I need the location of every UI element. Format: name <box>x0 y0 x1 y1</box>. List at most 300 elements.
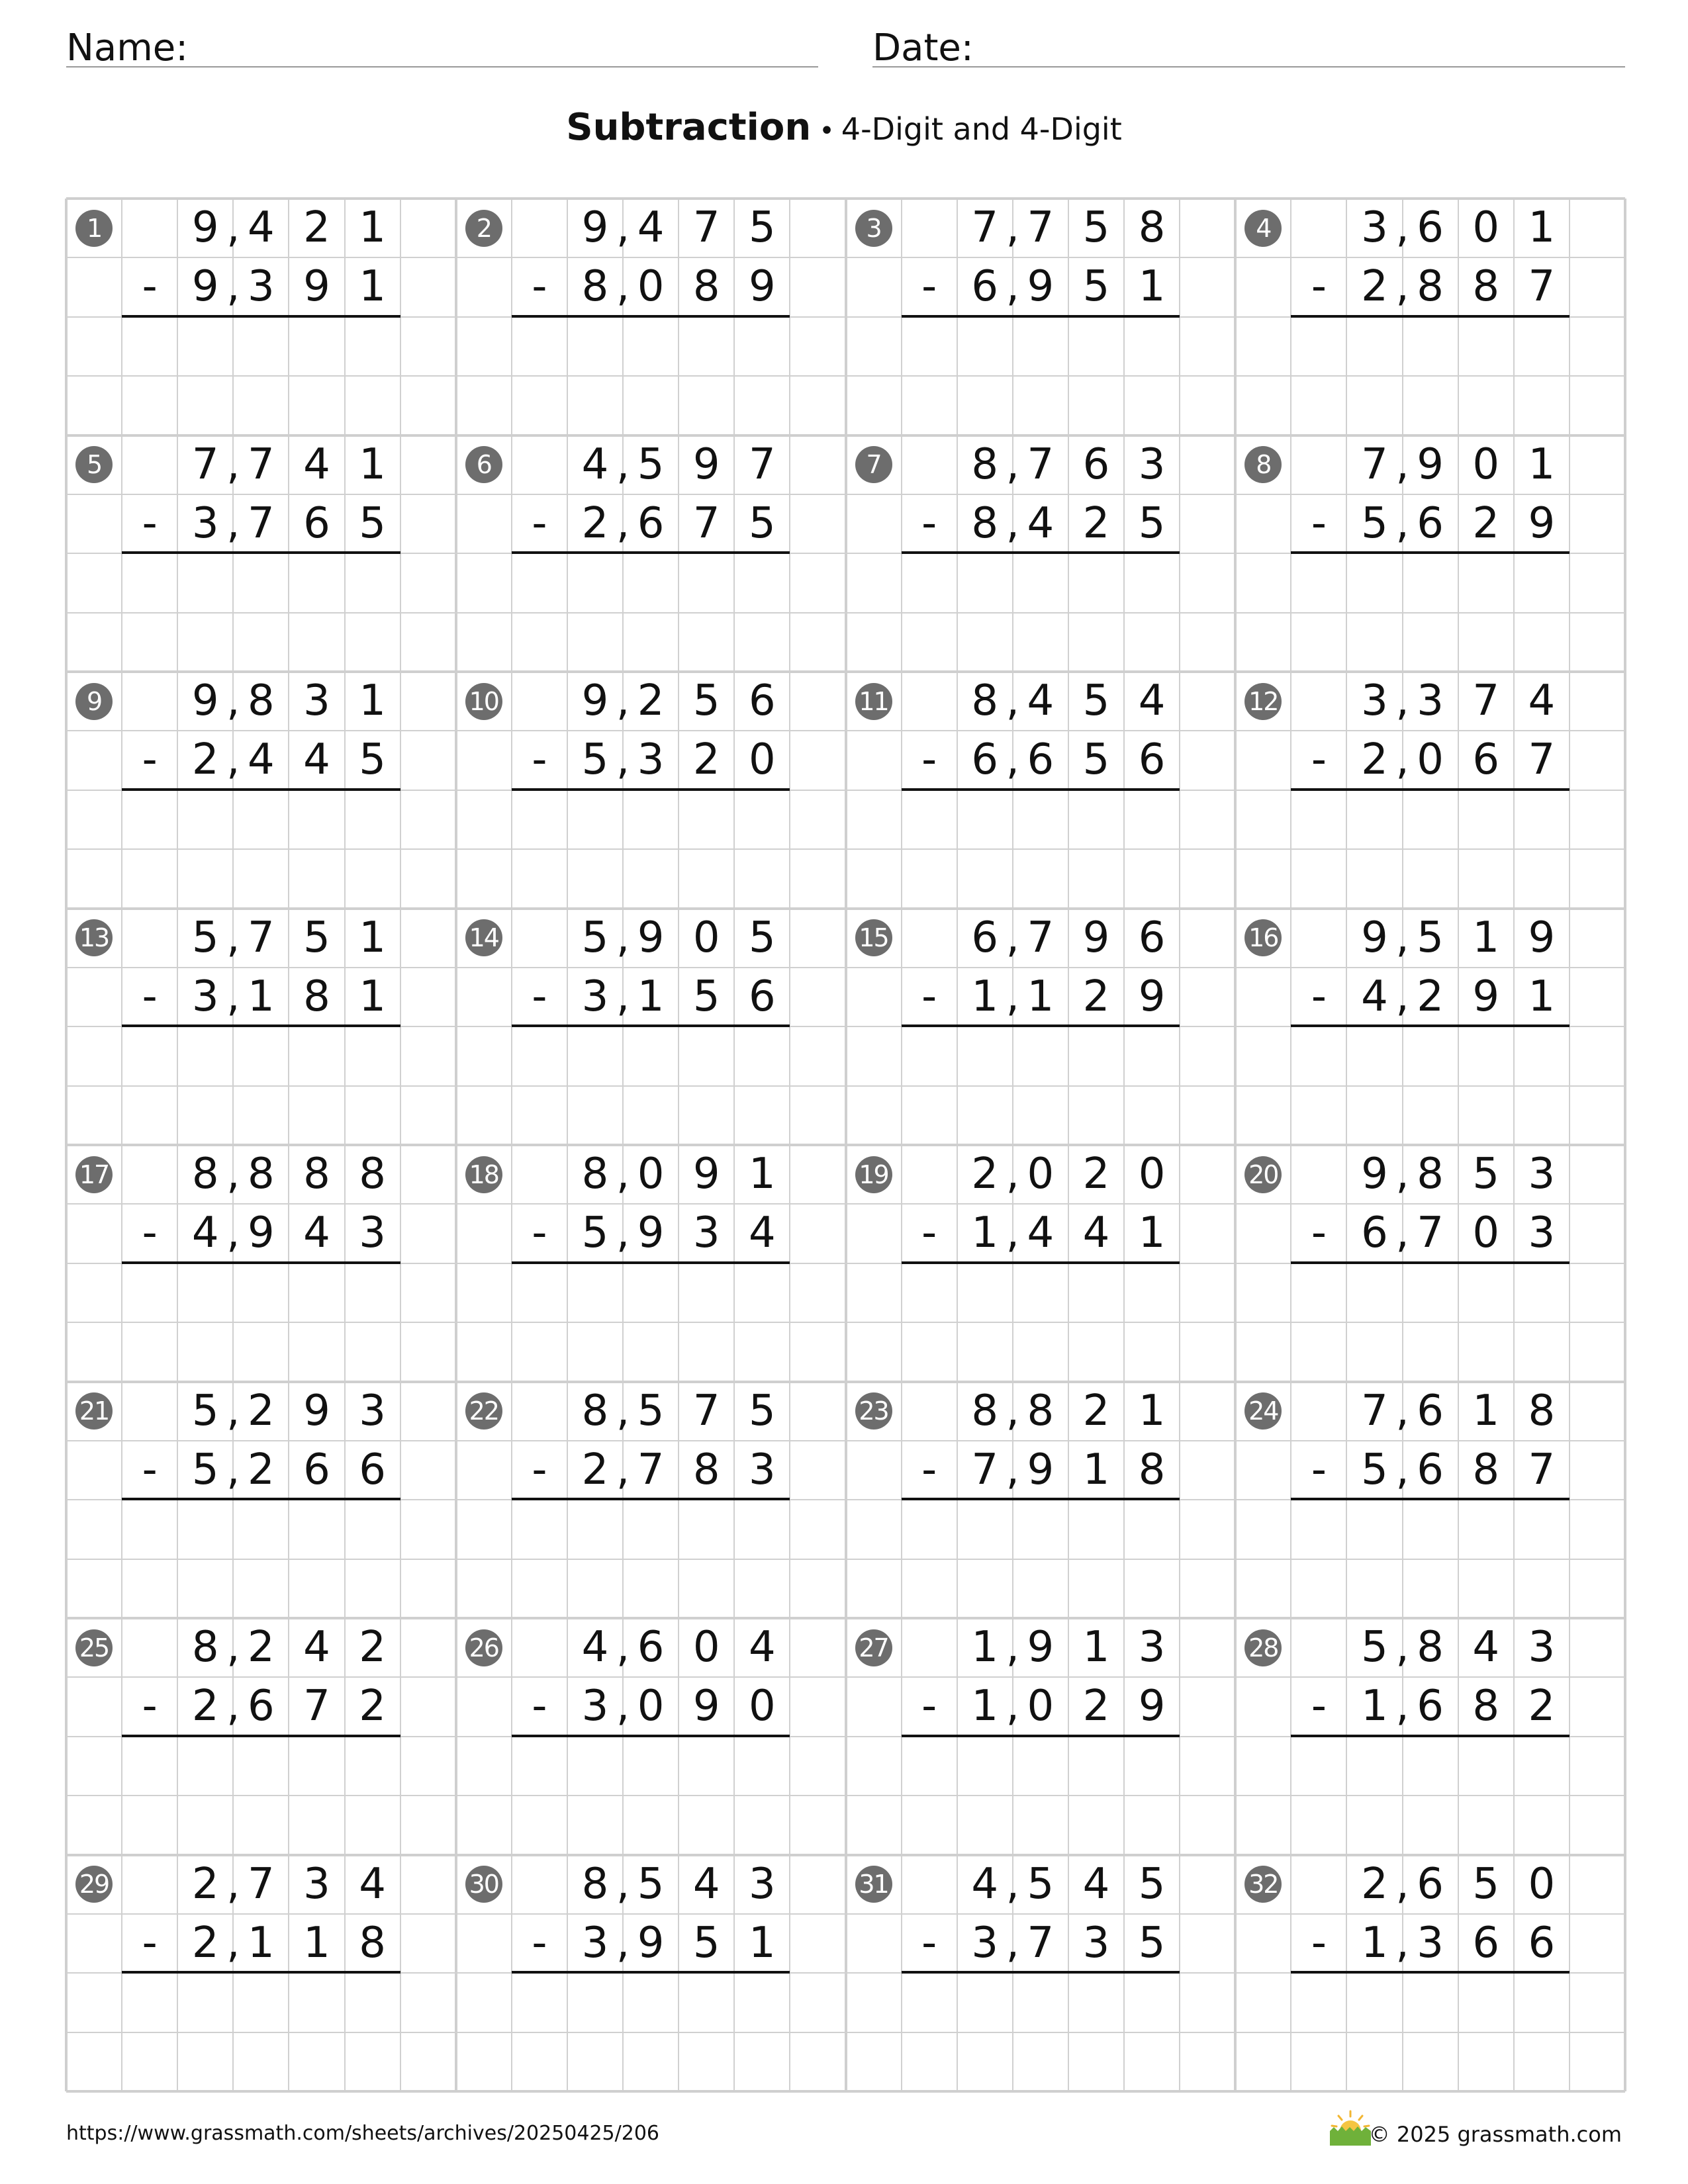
minus-sign: - <box>1311 1682 1327 1731</box>
minuend-digit: 5 <box>1138 1859 1166 1909</box>
minuend-digit: 8 <box>1138 203 1166 252</box>
subtrahend-digit: 6 <box>1417 498 1444 548</box>
minus-sign: - <box>921 735 937 785</box>
minuend-digit: 8 <box>1027 1386 1055 1435</box>
subtrahend-digit: 7 <box>1027 1918 1055 1968</box>
answer-line <box>122 1261 400 1264</box>
minus-sign: - <box>1311 972 1327 1021</box>
problem-number-badge: 24 <box>1244 1392 1282 1430</box>
thousands-comma: , <box>226 1386 240 1435</box>
minuend-digit: 4 <box>1027 676 1055 725</box>
subtrahend-digit: 1 <box>971 1208 999 1258</box>
minuend-digit: 3 <box>1528 1623 1556 1672</box>
minus-sign: - <box>532 262 547 312</box>
minuend-digit: 2 <box>1082 1150 1110 1199</box>
name-label: Name: <box>66 26 189 69</box>
subtrahend-digit: 8 <box>1472 1682 1500 1731</box>
subtrahend-digit: 8 <box>692 262 720 312</box>
thousands-comma: , <box>616 1623 630 1672</box>
minuend-digit: 1 <box>748 1150 776 1199</box>
subtrahend-digit: 1 <box>248 972 275 1021</box>
subtrahend-digit: 5 <box>692 1918 720 1968</box>
thousands-comma: , <box>1395 1859 1409 1909</box>
minus-sign: - <box>142 498 158 548</box>
subtrahend-digit: 8 <box>1472 262 1500 312</box>
date-label: Date: <box>872 26 974 69</box>
minus-sign: - <box>921 1445 937 1494</box>
minuend-digit: 7 <box>692 203 720 252</box>
answer-line <box>122 1024 400 1027</box>
minuend-digit: 9 <box>191 203 219 252</box>
minuend-digit: 7 <box>248 913 275 962</box>
title-main: Subtraction <box>566 106 812 149</box>
thousands-comma: , <box>226 439 240 489</box>
minuend-digit: 5 <box>1361 1623 1388 1672</box>
grid-line-horizontal <box>66 1322 1625 1323</box>
thousands-comma: , <box>226 1682 240 1731</box>
subtrahend-digit: 2 <box>1082 498 1110 548</box>
minuend-digit: 9 <box>191 676 219 725</box>
subtrahend-digit: 9 <box>637 1918 665 1968</box>
minuend-digit: 9 <box>581 203 609 252</box>
answer-line <box>512 1261 790 1264</box>
minuend-digit: 0 <box>1472 439 1500 489</box>
subtrahend-digit: 9 <box>191 262 219 312</box>
problem-number-badge: 10 <box>465 683 502 720</box>
problem-number-badge: 8 <box>1244 446 1282 483</box>
minus-sign: - <box>142 735 158 785</box>
name-line <box>66 66 818 68</box>
minuend-digit: 8 <box>581 1150 609 1199</box>
minuend-digit: 6 <box>1417 203 1444 252</box>
subtrahend-digit: 9 <box>1027 1445 1055 1494</box>
problem-number-badge: 30 <box>465 1866 502 1903</box>
minuend-digit: 4 <box>1472 1623 1500 1672</box>
problem-number-badge: 27 <box>855 1629 892 1666</box>
minuend-digit: 8 <box>191 1623 219 1672</box>
minuend-digit: 3 <box>1417 676 1444 725</box>
minuend-digit: 9 <box>692 1150 720 1199</box>
minuend-digit: 7 <box>1361 439 1388 489</box>
minuend-digit: 3 <box>1528 1150 1556 1199</box>
minuend-digit: 4 <box>1138 676 1166 725</box>
minuend-digit: 4 <box>692 1859 720 1909</box>
subtrahend-digit: 8 <box>692 1445 720 1494</box>
subtrahend-digit: 5 <box>1082 735 1110 785</box>
subtrahend-digit: 9 <box>1138 1682 1166 1731</box>
subtrahend-digit: 0 <box>748 735 776 785</box>
minuend-digit: 5 <box>748 203 776 252</box>
subtrahend-digit: 5 <box>692 972 720 1021</box>
answer-line <box>122 1735 400 1737</box>
minuend-digit: 6 <box>1082 439 1110 489</box>
thousands-comma: , <box>226 1859 240 1909</box>
subtrahend-digit: 0 <box>637 262 665 312</box>
grid-line-horizontal <box>66 612 1625 614</box>
subtrahend-digit: 8 <box>359 1918 386 1968</box>
thousands-comma: , <box>616 1918 630 1968</box>
subtrahend-digit: 4 <box>191 1208 219 1258</box>
subtrahend-digit: 0 <box>1417 735 1444 785</box>
minuend-digit: 9 <box>692 439 720 489</box>
minuend-digit: 0 <box>1472 203 1500 252</box>
minuend-digit: 6 <box>1138 913 1166 962</box>
subtrahend-digit: 5 <box>359 498 386 548</box>
minuend-digit: 8 <box>971 1386 999 1435</box>
thousands-comma: , <box>226 203 240 252</box>
minuend-digit: 9 <box>1528 913 1556 962</box>
answer-line <box>122 1971 400 1974</box>
thousands-comma: , <box>1006 972 1019 1021</box>
answer-line <box>512 1735 790 1737</box>
answer-line <box>512 1971 790 1974</box>
subtrahend-digit: 1 <box>1027 972 1055 1021</box>
problem-number-badge: 21 <box>75 1392 113 1430</box>
minuend-digit: 9 <box>303 1386 330 1435</box>
subtrahend-digit: 7 <box>303 1682 330 1731</box>
minus-sign: - <box>1311 498 1327 548</box>
thousands-comma: , <box>616 498 630 548</box>
subtrahend-digit: 5 <box>1082 262 1110 312</box>
thousands-comma: , <box>1395 972 1409 1021</box>
minuend-digit: 2 <box>637 676 665 725</box>
problem-number-badge: 6 <box>465 446 502 483</box>
subtrahend-digit: 7 <box>248 498 275 548</box>
thousands-comma: , <box>1006 1386 1019 1435</box>
thousands-comma: , <box>1395 1918 1409 1968</box>
problem-number-badge: 12 <box>1244 683 1282 720</box>
minuend-digit: 8 <box>581 1386 609 1435</box>
subtrahend-digit: 4 <box>1027 1208 1055 1258</box>
minuend-digit: 1 <box>359 203 386 252</box>
subtrahend-digit: 0 <box>748 1682 776 1731</box>
thousands-comma: , <box>1395 735 1409 785</box>
subtrahend-digit: 9 <box>303 262 330 312</box>
minuend-digit: 9 <box>1027 1623 1055 1672</box>
subtrahend-digit: 7 <box>971 1445 999 1494</box>
minuend-digit: 4 <box>971 1859 999 1909</box>
minus-sign: - <box>532 1208 547 1258</box>
minuend-digit: 9 <box>1417 439 1444 489</box>
minuend-digit: 8 <box>971 439 999 489</box>
subtrahend-digit: 1 <box>303 1918 330 1968</box>
subtrahend-digit: 3 <box>359 1208 386 1258</box>
minus-sign: - <box>1311 735 1327 785</box>
thousands-comma: , <box>226 1918 240 1968</box>
minuend-digit: 6 <box>1417 1859 1444 1909</box>
problem-number-badge: 7 <box>855 446 892 483</box>
minuend-digit: 7 <box>191 439 219 489</box>
minuend-digit: 4 <box>248 203 275 252</box>
minuend-digit: 0 <box>692 1623 720 1672</box>
subtrahend-digit: 7 <box>1528 1445 1556 1494</box>
thousands-comma: , <box>1395 1386 1409 1435</box>
thousands-comma: , <box>616 1208 630 1258</box>
thousands-comma: , <box>1006 1682 1019 1731</box>
minuend-digit: 0 <box>1138 1150 1166 1199</box>
subtrahend-digit: 5 <box>748 498 776 548</box>
thousands-comma: , <box>1006 1150 1019 1199</box>
minuend-digit: 5 <box>581 913 609 962</box>
minuend-digit: 8 <box>191 1150 219 1199</box>
answer-line <box>1291 1261 1570 1264</box>
minus-sign: - <box>532 1445 547 1494</box>
subtrahend-digit: 1 <box>1361 1682 1388 1731</box>
grid-line-horizontal <box>66 848 1625 850</box>
thousands-comma: , <box>616 1859 630 1909</box>
subtrahend-digit: 0 <box>1472 1208 1500 1258</box>
minuend-digit: 7 <box>1361 1386 1388 1435</box>
minus-sign: - <box>142 1445 158 1494</box>
subtrahend-digit: 3 <box>1528 1208 1556 1258</box>
minuend-digit: 5 <box>748 913 776 962</box>
minuend-digit: 5 <box>1082 676 1110 725</box>
subtrahend-digit: 9 <box>1138 972 1166 1021</box>
minuend-digit: 5 <box>191 1386 219 1435</box>
minuend-digit: 9 <box>1361 1150 1388 1199</box>
subtrahend-digit: 1 <box>1082 1445 1110 1494</box>
thousands-comma: , <box>226 1150 240 1199</box>
minus-sign: - <box>532 1918 547 1968</box>
minuend-digit: 1 <box>1472 913 1500 962</box>
thousands-comma: , <box>226 676 240 725</box>
minus-sign: - <box>1311 262 1327 312</box>
thousands-comma: , <box>1006 1445 1019 1494</box>
minuend-digit: 7 <box>248 439 275 489</box>
subtrahend-digit: 3 <box>581 1918 609 1968</box>
minuend-digit: 1 <box>1528 439 1556 489</box>
minuend-digit: 7 <box>1027 913 1055 962</box>
problem-number-badge: 5 <box>75 446 113 483</box>
minuend-digit: 5 <box>191 913 219 962</box>
answer-line <box>512 1498 790 1500</box>
subtrahend-digit: 3 <box>692 1208 720 1258</box>
problem-number-badge: 18 <box>465 1156 502 1193</box>
worksheet-title <box>0 106 1688 149</box>
thousands-comma: , <box>226 1445 240 1494</box>
subtrahend-digit: 3 <box>971 1918 999 1968</box>
subtrahend-digit: 3 <box>248 262 275 312</box>
subtrahend-digit: 2 <box>1472 498 1500 548</box>
grass-sun-logo-icon <box>1327 2110 1374 2147</box>
thousands-comma: , <box>616 735 630 785</box>
subtrahend-digit: 6 <box>1417 1445 1444 1494</box>
minuend-digit: 6 <box>637 1623 665 1672</box>
thousands-comma: , <box>1395 1208 1409 1258</box>
thousands-comma: , <box>1395 203 1409 252</box>
subtrahend-digit: 5 <box>1138 1918 1166 1968</box>
minuend-digit: 1 <box>1138 1386 1166 1435</box>
minuend-digit: 6 <box>748 676 776 725</box>
minuend-digit: 2 <box>191 1859 219 1909</box>
subtrahend-digit: 4 <box>748 1208 776 1258</box>
minus-sign: - <box>142 972 158 1021</box>
answer-line <box>122 315 400 318</box>
subtrahend-digit: 8 <box>1472 1445 1500 1494</box>
minuend-digit: 1 <box>971 1623 999 1672</box>
answer-line <box>512 315 790 318</box>
answer-line <box>512 1024 790 1027</box>
subtrahend-digit: 5 <box>1361 498 1388 548</box>
subtrahend-digit: 0 <box>1027 1682 1055 1731</box>
minus-sign: - <box>142 1208 158 1258</box>
minuend-digit: 5 <box>637 439 665 489</box>
subtrahend-digit: 9 <box>692 1682 720 1731</box>
minuend-digit: 8 <box>1417 1623 1444 1672</box>
answer-line <box>512 788 790 791</box>
minuend-digit: 4 <box>303 1623 330 1672</box>
subtrahend-digit: 4 <box>1027 498 1055 548</box>
subtrahend-digit: 1 <box>248 1918 275 1968</box>
minus-sign: - <box>921 1682 937 1731</box>
thousands-comma: , <box>616 972 630 1021</box>
subtrahend-digit: 6 <box>1472 735 1500 785</box>
subtrahend-digit: 3 <box>1082 1918 1110 1968</box>
subtrahend-digit: 2 <box>248 1445 275 1494</box>
minuend-digit: 3 <box>1138 439 1166 489</box>
minuend-digit: 5 <box>637 1386 665 1435</box>
footer-copyright: © 2025 grassmath.com <box>1368 2122 1622 2147</box>
minuend-digit: 3 <box>1138 1623 1166 1672</box>
subtrahend-digit: 5 <box>1138 498 1166 548</box>
grid-line-horizontal <box>66 1085 1625 1087</box>
subtrahend-digit: 2 <box>581 498 609 548</box>
problem-number-badge: 28 <box>1244 1629 1282 1666</box>
thousands-comma: , <box>1006 498 1019 548</box>
minuend-digit: 1 <box>1528 203 1556 252</box>
thousands-comma: , <box>1395 1682 1409 1731</box>
problem-number-badge: 23 <box>855 1392 892 1430</box>
subtrahend-digit: 6 <box>637 498 665 548</box>
answer-line <box>122 788 400 791</box>
minus-sign: - <box>532 972 547 1021</box>
problem-number-badge: 25 <box>75 1629 113 1666</box>
grid-line-horizontal <box>66 1559 1625 1560</box>
subtrahend-digit: 9 <box>1472 972 1500 1021</box>
minuend-digit: 8 <box>303 1150 330 1199</box>
minuend-digit: 5 <box>1082 203 1110 252</box>
problem-number-badge: 13 <box>75 919 113 956</box>
problem-number-badge: 31 <box>855 1866 892 1903</box>
thousands-comma: , <box>1006 1623 1019 1672</box>
minuend-digit: 8 <box>1528 1386 1556 1435</box>
answer-line <box>122 551 400 554</box>
thousands-comma: , <box>1006 735 1019 785</box>
minuend-digit: 5 <box>1027 1859 1055 1909</box>
minuend-digit: 3 <box>748 1859 776 1909</box>
minuend-digit: 8 <box>248 676 275 725</box>
subtrahend-digit: 1 <box>1138 262 1166 312</box>
answer-line <box>512 551 790 554</box>
minuend-digit: 3 <box>1361 676 1388 725</box>
problem-number-badge: 15 <box>855 919 892 956</box>
subtrahend-digit: 7 <box>1528 262 1556 312</box>
answer-line <box>1291 1971 1570 1974</box>
subtrahend-digit: 6 <box>248 1682 275 1731</box>
minuend-digit: 7 <box>692 1386 720 1435</box>
answer-line <box>902 1261 1180 1264</box>
minus-sign: - <box>142 1682 158 1731</box>
subtrahend-digit: 0 <box>637 1682 665 1731</box>
thousands-comma: , <box>1006 1859 1019 1909</box>
thousands-comma: , <box>1006 1208 1019 1258</box>
subtrahend-digit: 3 <box>581 972 609 1021</box>
problem-number-badge: 11 <box>855 683 892 720</box>
minuend-digit: 9 <box>581 676 609 725</box>
minus-sign: - <box>1311 1208 1327 1258</box>
answer-line <box>1291 1735 1570 1737</box>
minus-sign: - <box>921 498 937 548</box>
subtrahend-digit: 8 <box>1417 262 1444 312</box>
thousands-comma: , <box>616 1150 630 1199</box>
thousands-comma: , <box>1395 1150 1409 1199</box>
answer-line <box>1291 315 1570 318</box>
thousands-comma: , <box>616 1445 630 1494</box>
subtrahend-digit: 4 <box>1361 972 1388 1021</box>
subtrahend-digit: 5 <box>1361 1445 1388 1494</box>
minuend-digit: 2 <box>359 1623 386 1672</box>
answer-line <box>902 1971 1180 1974</box>
problem-number-badge: 20 <box>1244 1156 1282 1193</box>
minus-sign: - <box>532 1682 547 1731</box>
minuend-digit: 3 <box>359 1386 386 1435</box>
subtrahend-digit: 6 <box>303 498 330 548</box>
minuend-digit: 0 <box>1528 1859 1556 1909</box>
minuend-digit: 5 <box>1472 1150 1500 1199</box>
minuend-digit: 0 <box>637 1150 665 1199</box>
subtrahend-digit: 2 <box>191 1682 219 1731</box>
minus-sign: - <box>532 498 547 548</box>
grid-line-horizontal <box>66 2032 1625 2033</box>
subtrahend-digit: 6 <box>1361 1208 1388 1258</box>
subtrahend-digit: 2 <box>359 1682 386 1731</box>
minuend-digit: 4 <box>748 1623 776 1672</box>
subtrahend-digit: 6 <box>1472 1918 1500 1968</box>
minus-sign: - <box>921 972 937 1021</box>
problem-number-badge: 9 <box>75 683 113 720</box>
minuend-digit: 6 <box>971 913 999 962</box>
thousands-comma: , <box>616 203 630 252</box>
thousands-comma: , <box>226 1623 240 1672</box>
answer-line <box>902 315 1180 318</box>
subtrahend-digit: 9 <box>1528 498 1556 548</box>
problem-number-badge: 29 <box>75 1866 113 1903</box>
thousands-comma: , <box>1395 913 1409 962</box>
problem-number-badge: 2 <box>465 210 502 247</box>
minuend-digit: 2 <box>971 1150 999 1199</box>
minuend-digit: 7 <box>1027 203 1055 252</box>
problem-number-badge: 1 <box>75 210 113 247</box>
subtrahend-digit: 5 <box>191 1445 219 1494</box>
subtrahend-digit: 8 <box>971 498 999 548</box>
minus-sign: - <box>1311 1918 1327 1968</box>
answer-line <box>1291 1024 1570 1027</box>
thousands-comma: , <box>1395 498 1409 548</box>
minuend-digit: 2 <box>1361 1859 1388 1909</box>
minuend-digit: 7 <box>248 1859 275 1909</box>
subtrahend-digit: 8 <box>303 972 330 1021</box>
minuend-digit: 5 <box>748 1386 776 1435</box>
subtrahend-digit: 7 <box>1528 735 1556 785</box>
subtrahend-digit: 1 <box>1361 1918 1388 1968</box>
minuend-digit: 9 <box>1361 913 1388 962</box>
thousands-comma: , <box>616 439 630 489</box>
problem-number-badge: 19 <box>855 1156 892 1193</box>
minuend-digit: 5 <box>1417 913 1444 962</box>
subtrahend-digit: 8 <box>581 262 609 312</box>
thousands-comma: , <box>616 913 630 962</box>
minuend-digit: 6 <box>1417 1386 1444 1435</box>
